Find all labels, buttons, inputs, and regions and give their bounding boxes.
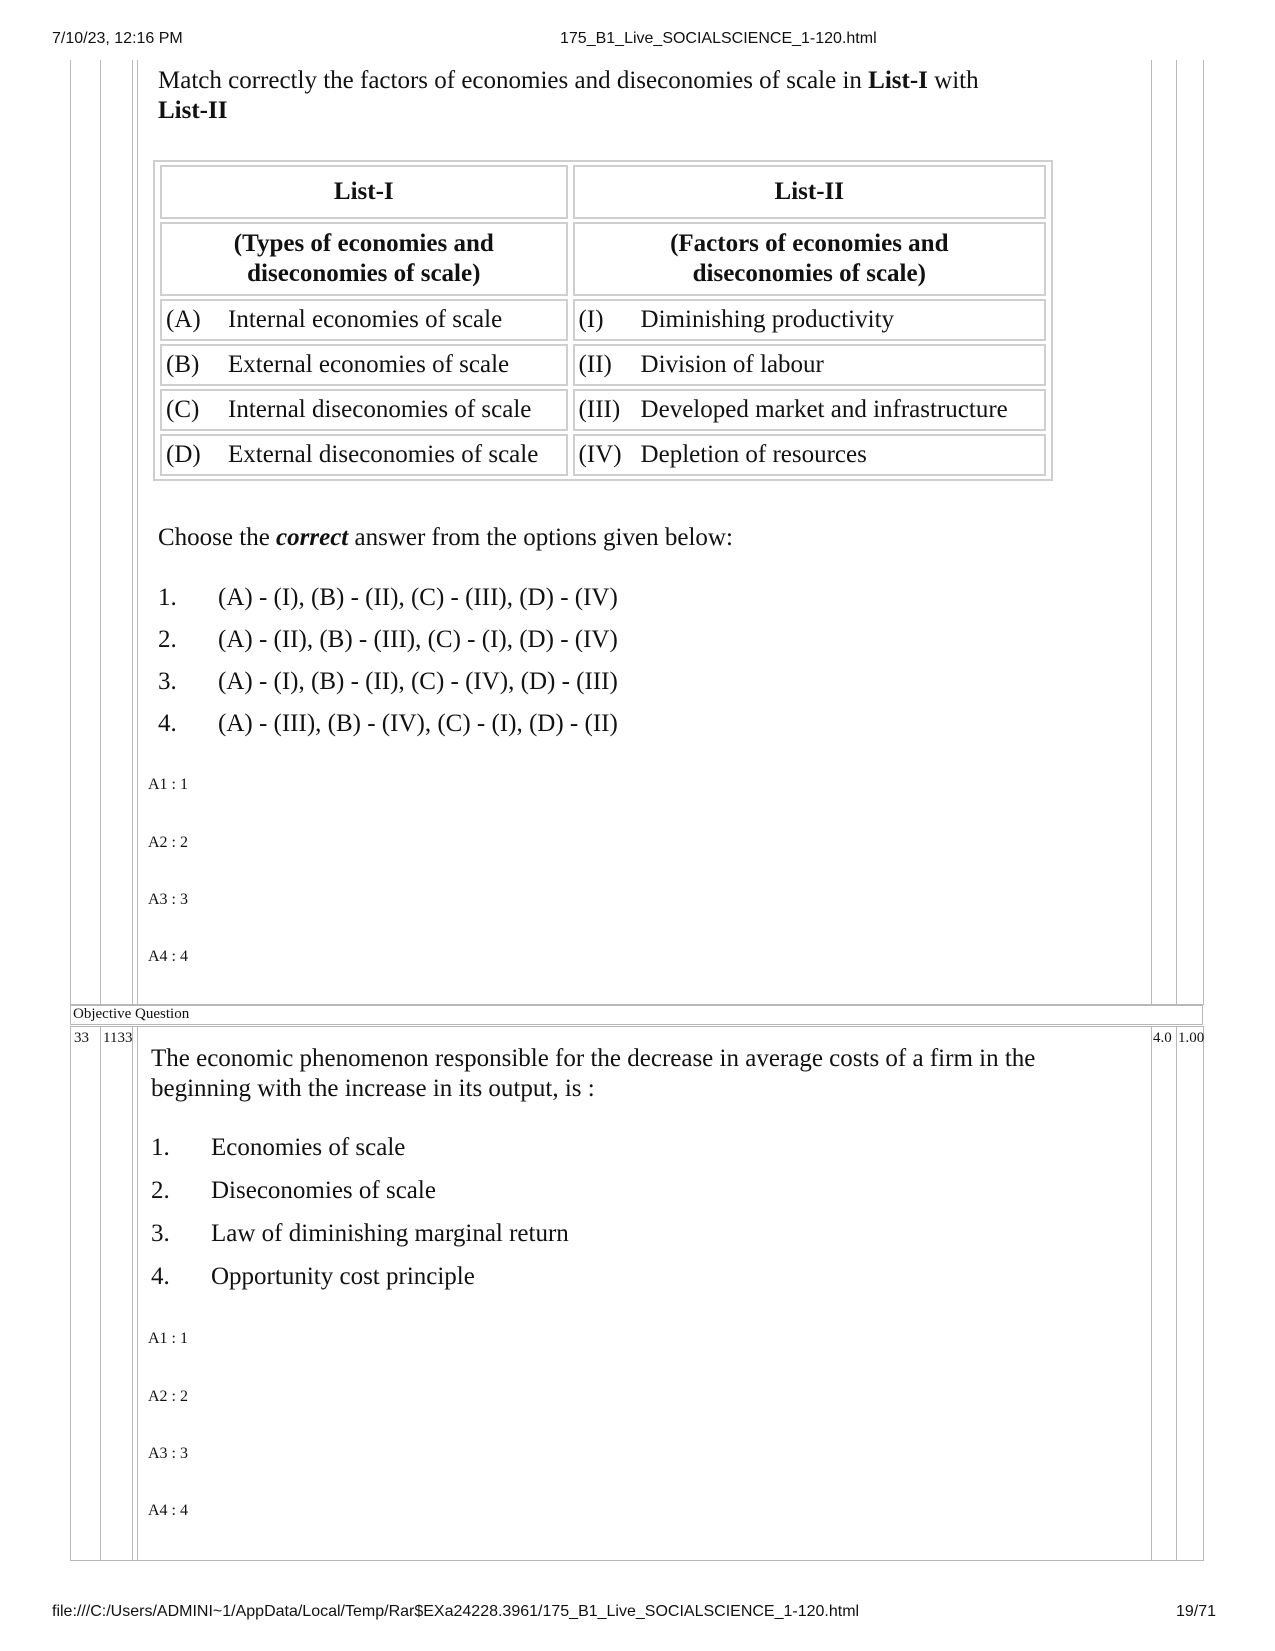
- row-label: (C): [166, 396, 200, 423]
- section-label: Objective Question: [70, 1005, 1203, 1025]
- question-serial: 33: [74, 1030, 89, 1046]
- print-title: 175_B1_Live_SOCIALSCIENCE_1-120.html: [560, 30, 877, 47]
- answer-key-3: A3 : 3: [148, 891, 188, 908]
- question-text: The economic phenomenon responsible for the decrease in average costs of a firm in the beginning with the increase in its output, is :: [151, 1045, 1036, 1102]
- table-border: [70, 1026, 1204, 1027]
- table-row: [160, 389, 1046, 431]
- answer-key-4: A4 : 4: [148, 1502, 188, 1519]
- print-page-number: 19/71: [1176, 1603, 1217, 1620]
- table-border: [1203, 60, 1204, 1004]
- table-border: [70, 60, 71, 1004]
- answer-key-1: A1 : 1: [148, 1330, 188, 1347]
- table-row: [160, 434, 1046, 476]
- answer-key-1: A1 : 1: [148, 776, 188, 793]
- answer-key-3: A3 : 3: [148, 1445, 188, 1462]
- table-border: [1151, 1026, 1152, 1560]
- table-border: [1176, 1026, 1177, 1560]
- table-row: [160, 344, 1046, 386]
- question-marks: 4.0: [1153, 1030, 1172, 1046]
- list-2-heading: List-II: [573, 165, 1046, 219]
- list-2-subheading: (Factors of economies and diseconomies of scale): [573, 222, 1046, 296]
- row-text: Division of labour: [640, 351, 824, 378]
- table-border: [70, 1560, 1204, 1561]
- row-label: (IV): [578, 441, 622, 468]
- row-text: Internal economies of scale: [228, 306, 503, 333]
- row-text: Developed market and infrastructure: [640, 396, 1008, 423]
- row-label: (B): [166, 351, 200, 378]
- instruction-text: Choose the correct answer from the options given below:: [158, 524, 733, 551]
- row-label: (III): [578, 396, 621, 423]
- table-border: [1151, 60, 1152, 1004]
- print-file-path: file:///C:/Users/ADMINI~1/AppData/Local/Temp/Rar$EXa24228.3961/175_B1_Live_SOCIALSCIENCE_1-120.html: [52, 1603, 860, 1620]
- list-1-subheading: (Types of economies and diseconomies of scale): [160, 222, 568, 296]
- row-label: (II): [578, 351, 612, 378]
- table-border: [1176, 60, 1177, 1004]
- answer-key-4: A4 : 4: [148, 948, 188, 965]
- negative-marks: 1.00: [1178, 1030, 1205, 1046]
- row-text: External economies of scale: [228, 351, 510, 378]
- row-text: External diseconomies of scale: [228, 441, 539, 468]
- question-id: 1133: [103, 1030, 133, 1046]
- table-border: [132, 60, 133, 1004]
- row-label: (I): [578, 306, 604, 333]
- table-border: [100, 60, 101, 1004]
- table-border: [132, 1026, 133, 1560]
- answer-key-2: A2 : 2: [148, 1388, 188, 1405]
- question-text: Match correctly the factors of economies and diseconomies of scale in List-I with List-II: [158, 67, 979, 124]
- table-border: [100, 1026, 101, 1560]
- table-border: [1203, 1026, 1204, 1560]
- table-border: [137, 1026, 138, 1560]
- print-datetime: 7/10/23, 12:16 PM: [52, 30, 183, 47]
- row-text: Internal diseconomies of scale: [228, 396, 532, 423]
- row-label: (A): [166, 306, 201, 333]
- table-border: [70, 1026, 71, 1560]
- list-1-heading: List-I: [160, 165, 568, 219]
- row-text: Depletion of resources: [640, 441, 867, 468]
- row-label: (D): [166, 441, 201, 468]
- table-border: [137, 60, 138, 1004]
- match-table: [153, 160, 1053, 481]
- answer-key-2: A2 : 2: [148, 834, 188, 851]
- table-row: [160, 299, 1046, 341]
- row-text: Diminishing productivity: [640, 306, 895, 333]
